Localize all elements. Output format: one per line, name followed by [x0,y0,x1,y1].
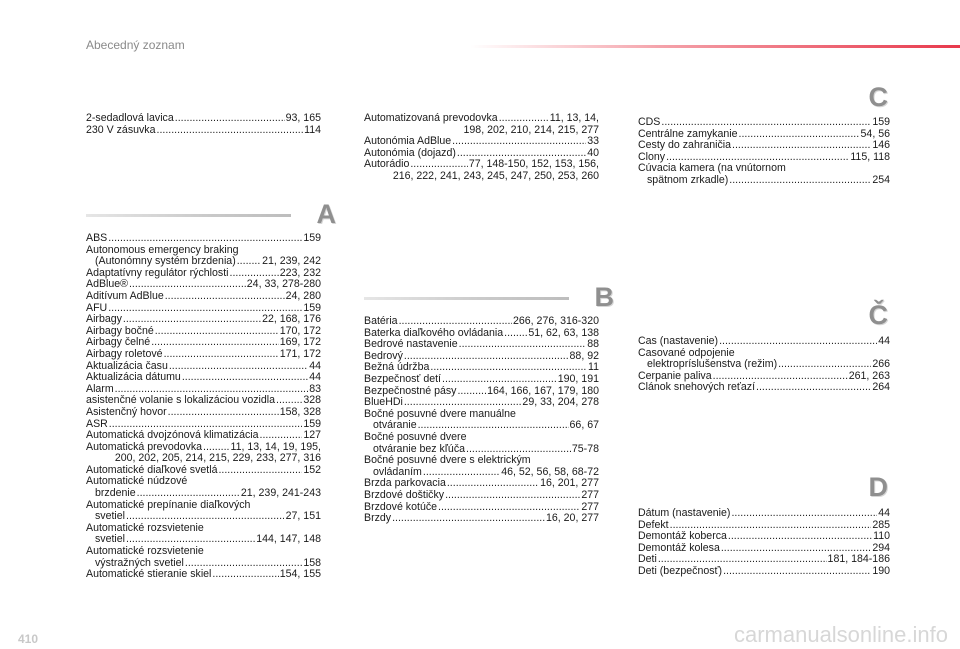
index-entry-lead: Automatické núdzové [86,476,188,488]
dot-leader [164,349,279,361]
index-entry-label: výstražných svetiel [95,556,184,569]
index-entry-pages: 159 [872,117,890,128]
index-entry-pages: 11 [588,362,599,374]
dot-leader [276,395,302,407]
dot-leader [260,430,303,442]
dot-leader [123,314,261,326]
index-entry-label: Airbagy čelné [86,337,151,349]
dot-leader [729,175,871,187]
dot-leader [108,233,302,245]
index-entry-pages: 277 [581,501,599,513]
index-entry-label: Bedrový [364,350,403,362]
index-entry [364,136,599,148]
index-entry-pages: 154, 155 [279,569,321,581]
index-entry-pages: 44 [309,360,321,372]
index-entry-pages: 16, 201, 277 [540,478,599,490]
index-entry-lead: Bočné posuvné dvere s elektrickým [364,455,531,467]
index-entry [86,476,321,499]
index-entry-pages: 277 [581,489,599,501]
dot-leader [108,303,302,315]
dot-leader [721,543,871,555]
index-entry-label: Autonómia (dojazd) [364,147,456,159]
index-entry [364,397,599,409]
dot-leader [168,407,279,419]
index-entry-label: Batéria [364,316,398,327]
dot-leader [728,531,872,543]
page-header-title: Abecedný zoznam [86,38,185,52]
index-entry-lead: Autonomous emergency braking [86,244,239,256]
dot-leader [151,337,279,349]
section-d-header [638,472,888,502]
index-entry-label: Demontáž koberca [638,531,727,543]
index-entry-pages: 110 [873,531,890,543]
dot-leader [392,513,545,525]
index-entry-pages: 164, 166, 167, 179, 180 [487,385,599,397]
index-entry-label: Automatické diaľkové svetlá [86,464,218,476]
dot-leader [185,558,302,570]
dot-leader [452,136,586,148]
index-entry [364,502,599,514]
index-entry-pages: 44 [878,508,890,519]
index-entry-label: Brzdy [364,513,392,525]
index-entry-label: asistenčné volanie s lokalizáciou vozidla [86,395,276,407]
index-entry-pages: 169, 172 [279,337,321,349]
index-entry [638,163,890,186]
index-entry-pages: 181, 184-186 [827,554,890,566]
index-entry [638,371,890,383]
index-entry [364,328,599,340]
index-entry-pages: 21, 239, 242 [262,255,321,268]
index-entry-lead: Cúvacia kamera (na vnútornom [638,163,786,175]
col3-section-c-list [638,117,890,187]
dot-leader [499,113,549,125]
index-entry-label: AdBlue® [86,279,128,291]
dot-leader [430,362,587,374]
index-entry-lead: Automatické prepínanie diaľkových [86,499,251,511]
dot-leader [404,351,569,363]
index-entry-label: Airbagy roletové [86,348,163,360]
index-entry [86,233,321,245]
dot-leader [129,279,246,291]
dot-leader [713,371,848,383]
index-entry-pages: 285 [872,519,890,531]
index-entry-label: spätnom zrkadle) [647,173,729,186]
index-entry [86,384,321,396]
section-a-header [86,199,336,229]
index-entry-pages: 33 [587,136,599,148]
col2-top-list [364,113,599,183]
dot-leader [778,359,871,371]
index-entry-label: Cesty do zahraničia [638,140,732,152]
dot-leader [165,291,285,303]
index-entry [364,455,599,478]
index-entry-label: Aktualizácia dátumu [86,372,181,384]
dot-leader [739,129,860,141]
dot-leader [459,339,587,351]
index-entry-label: Defekt [638,519,669,531]
dot-leader [732,140,871,152]
dot-leader [756,382,871,394]
index-entry-pages: 144, 147, 148 [256,533,321,546]
index-entry-label: Bežná údržba [364,362,430,374]
dot-leader [126,511,285,523]
index-entry-pages: 88, 92 [569,350,599,362]
index-entry-pages: 66, 67 [569,419,599,432]
section-letter-a: A [316,199,336,229]
index-entry-pages: 29, 33, 204, 278 [522,397,599,409]
dot-leader [182,372,308,384]
index-entry [638,508,890,520]
dot-leader [719,336,877,348]
dot-leader [137,488,240,500]
index-entry [364,490,599,502]
header-accent-bar [470,45,960,48]
dot-leader [175,113,285,125]
index-entry-pages-continued: 198, 202, 210, 214, 215, 277 [463,123,599,136]
index-entry-lead: Automatické rozsvietenie [86,522,204,534]
index-entry-pages: 77, 148-150, 152, 153, 156, [468,159,599,171]
index-entry-label: Brzda parkovacia [364,478,446,490]
dot-leader [457,386,486,398]
index-entry-label: Deti (bezpečnosť) [638,565,723,577]
index-entry-label: otváranie [373,419,417,432]
dot-leader [169,361,308,373]
dot-leader [157,125,304,137]
index-entry-label: otváranie bez kľúča [373,442,466,455]
dot-leader [661,117,871,129]
dot-leader [423,467,500,479]
index-entry-label: svetiel [95,533,126,546]
dot-leader [466,444,571,456]
index-entry-label: 230 V zásuvka [86,124,156,136]
index-entry-pages: 171, 172 [279,348,321,360]
index-entry [86,442,321,465]
index-entry [364,148,599,160]
index-entry [638,520,890,532]
index-entry-label: 2-sedadlová lavica [86,113,174,124]
index-entry [86,465,321,477]
dot-leader [670,520,872,532]
section-letter-d: D [868,472,888,502]
index-entry-pages: 266, 276, 316-320 [512,316,599,327]
index-entry [638,566,890,578]
index-entry-pages: 146 [872,140,890,152]
index-entry-pages: 159 [303,233,321,244]
index-entry-label: Adaptatívny regulátor rýchlosti [86,267,229,279]
index-entry-label: ABS [86,233,108,244]
index-entry-pages: 83 [309,383,321,395]
index-entry-pages: 115, 118 [850,151,890,163]
section-letter-b: B [594,282,614,312]
col3-section-d-list [638,508,890,578]
index-entry [86,407,321,419]
dot-leader [404,397,522,409]
index-entry-pages: 254 [872,173,890,186]
index-entry-pages-continued: 216, 222, 241, 243, 245, 247, 250, 253, 260 [392,169,599,182]
index-entry-label: BlueHDi [364,397,403,409]
index-entry [638,348,890,371]
index-entry [638,382,890,394]
index-entry [86,523,321,546]
dot-leader [457,148,586,160]
index-entry-label: Aktualizácia času [86,360,168,372]
section-b-header [364,282,614,312]
index-entry-pages: 24, 33, 278-280 [246,279,321,291]
section-c-header [638,82,888,112]
index-entry-pages-continued: 200, 202, 205, 214, 215, 229, 233, 277, 316 [114,452,321,465]
index-entry-pages: 44 [878,336,890,347]
index-entry-pages: 190 [872,565,890,577]
index-entry [86,326,321,338]
dot-leader [155,326,279,338]
index-entry-label: Automatické stieranie skiel [86,569,212,581]
index-entry [364,159,599,182]
index-entry [364,316,599,328]
index-entry [364,351,599,363]
index-entry-label: Bezpečnostné pásy [364,385,457,397]
index-entry [86,500,321,523]
col3-section-cc-list [638,336,890,394]
index-entry [86,279,321,291]
index-entry [638,336,890,348]
section-letter-c-caron: Č [868,300,888,330]
index-entry-label: Čas (nastavenie) [638,336,719,347]
dot-leader [399,316,512,328]
index-entry [638,531,890,543]
index-entry-label: Bedrové nastavenie [364,339,458,351]
col1-section-a-list [86,233,321,581]
dot-leader [218,465,302,477]
page-number: 410 [18,632,39,646]
index-entry-pages: 24, 280 [285,290,321,302]
index-entry-pages: 51, 62, 63, 138 [528,327,599,339]
index-entry-label: Centrálne zamykanie [638,128,738,140]
index-entry [86,314,321,326]
index-entry-label: brzdenie [95,487,136,500]
index-entry-label: Brzdové doštičky [364,489,445,501]
dot-leader [438,502,580,514]
index-entry-pages: 88 [587,339,599,351]
index-entry-label: Autonómia AdBlue [364,136,452,148]
index-entry-label: Autorádio [364,159,410,171]
index-entry-label: Airbagy bočné [86,325,154,337]
index-entry [364,432,599,455]
index-entry [86,125,321,137]
index-entry-pages: 54, 56 [860,128,890,140]
index-entry [86,569,321,581]
index-entry-label: elektropríslušenstva (režim) [647,358,778,371]
index-entry-pages: 159 [303,302,321,314]
index-entry [364,386,599,398]
index-entry [86,419,321,431]
dot-leader [658,554,827,566]
index-entry-label: Airbagy [86,314,122,326]
index-entry-label: Asistenčný hovor [86,406,167,418]
index-entry-pages: 266 [872,358,890,371]
index-entry [86,245,321,268]
index-entry [86,395,321,407]
index-entry [364,362,599,374]
index-entry-label: Dátum (nastavenie) [638,508,731,519]
index-entry-pages: 93, 165 [285,113,321,124]
index-entry-pages: 158 [303,556,321,569]
index-entry [86,546,321,569]
index-entry-label: Brzdové kotúče [364,501,438,513]
index-entry-pages: 190, 191 [557,373,599,385]
index-entry [638,117,890,129]
index-entry-pages: 27, 151 [285,510,321,523]
index-entry-label: Čerpanie paliva [638,370,712,382]
index-entry-pages: 46, 52, 56, 58, 68-72 [501,465,599,478]
section-letter-c: C [868,82,888,112]
index-entry-label: Bezpečnosť detí [364,373,442,385]
index-entry [86,113,321,125]
index-entry-lead: Bočné posuvné dvere manuálne [364,408,516,420]
dot-leader [666,152,849,164]
dot-leader [126,534,255,546]
index-entry-label: ASR [86,418,108,430]
index-entry [364,513,599,525]
dot-leader [212,569,278,581]
dot-leader [230,268,279,280]
index-entry [86,361,321,373]
index-entry [86,268,321,280]
dot-leader [442,374,557,386]
dot-leader [418,420,569,432]
dot-leader [447,478,539,490]
section-divider [364,297,569,300]
index-entry-pages: 11, 13, 14, 19, 195, [230,441,321,453]
index-entry-pages: 21, 239, 241-243 [240,487,321,500]
index-entry-label: Demontáž kolesa [638,542,720,554]
index-entry-pages: 159 [303,418,321,430]
index-entry-pages: 170, 172 [279,325,321,337]
index-entry-pages: 11, 13, 14, [549,113,599,124]
index-entry [638,140,890,152]
index-entry-label: CDS [638,117,661,128]
index-entry-pages: 261, 263 [848,370,890,382]
index-entry-pages: 44 [309,372,321,384]
index-entry [638,554,890,566]
index-entry-label: ovládaním [373,465,422,478]
index-entry [86,337,321,349]
index-entry-pages: 223, 232 [279,267,321,279]
index-entry-pages: 264 [872,382,890,394]
col2-section-b-list [364,316,599,525]
dot-leader [115,384,309,396]
index-entry [86,372,321,384]
index-entry [638,129,890,141]
index-entry [364,409,599,432]
index-entry [638,152,890,164]
index-entry-label: Deti [638,554,657,566]
index-entry-label: AFU [86,302,108,314]
index-entry-pages: 16, 20, 277 [545,513,599,525]
index-entry-label: Alarm [86,383,114,395]
index-entry-pages: 158, 328 [279,406,321,418]
index-entry [364,339,599,351]
index-entry-pages: 114 [304,124,321,136]
dot-leader [504,328,527,340]
index-entry [86,291,321,303]
index-entry-lead: Časované odpojenie [638,347,735,359]
index-entry-label: Clony [638,151,666,163]
dot-leader [445,490,580,502]
dot-leader [731,508,877,520]
index-entry-label: Článok snehových reťazí [638,382,756,394]
index-entry-pages: 294 [872,542,890,554]
index-entry-label: (Autonómny systém brzdenia) [95,255,236,268]
index-entry-pages: 75-78 [571,442,599,455]
col1-top-list [86,113,321,136]
index-entry [364,374,599,386]
index-entry [86,303,321,315]
index-entry-label: Automatická dvojzónová klimatizácia [86,430,259,442]
section-divider [86,214,291,217]
index-entry [638,543,890,555]
dot-leader [237,256,261,268]
index-entry-label: Baterka diaľkového ovládania [364,327,504,339]
index-entry [364,113,599,136]
index-entry-label: Automatizovaná prevodovka [364,113,498,124]
index-entry-lead: Bočné posuvné dvere [364,431,467,443]
index-entry-label: Automatická prevodovka [86,441,203,453]
index-entry-pages: 40 [587,147,599,159]
index-entry [86,349,321,361]
index-entry-lead: Automatické rozsvietenie [86,546,204,558]
index-entry-pages: 127 [303,430,321,442]
dot-leader [109,419,303,431]
index-entry-pages: 152 [303,464,321,476]
dot-leader [723,566,871,578]
section-cc-header [638,300,888,330]
index-entry-label: svetiel [95,510,126,523]
index-entry [86,430,321,442]
index-entry-pages: 22, 168, 176 [262,314,321,326]
index-entry [364,478,599,490]
index-entry-pages: 328 [303,395,321,407]
index-entry-label: Aditívum AdBlue [86,290,164,302]
watermark: carmanualsonline.info [733,622,948,647]
